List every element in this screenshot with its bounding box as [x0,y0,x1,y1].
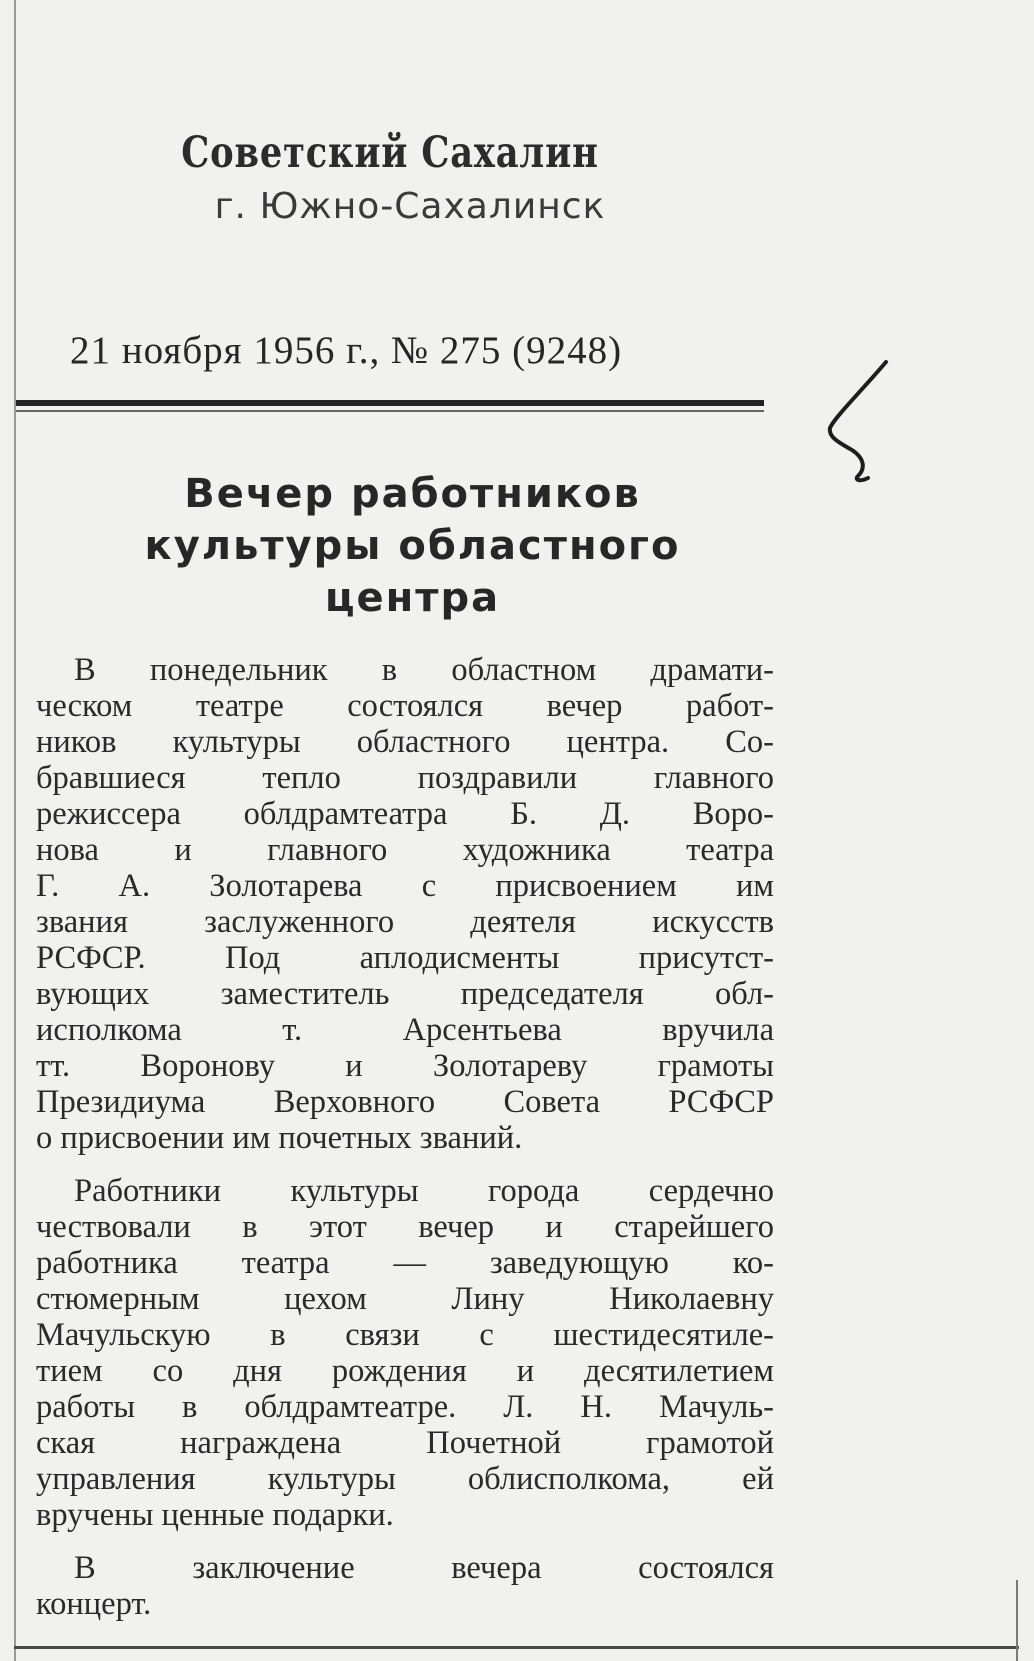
masthead-stamp [0,125,780,233]
header-rule-thin [16,410,764,412]
headline-line: Вечер работников [184,471,641,517]
article-line: нова и главного художника театра [36,832,774,868]
article-line: Мачульскую в связи с шестидесятиле- [36,1317,774,1353]
article-body [36,652,774,1622]
newspaper-name: Советский Сахалин [181,128,599,178]
article-line: тием со дня рождения и десятилетием [36,1353,774,1389]
header-rule [16,400,764,406]
article-line: управления культуры облисполкома, ей [36,1461,774,1497]
article-line: РСФСР. Под аплодисменты присутст- [36,940,774,976]
article-line: концерт. [36,1586,152,1622]
clipping-bottom-edge [14,1646,1019,1649]
article-line: тт. Воронову и Золотареву грамоты [36,1048,774,1084]
article-headline [40,468,785,624]
article-line: вующих заместитель председателя обл- [36,976,774,1012]
article-line: ская награждена Почетной грамотой [36,1425,774,1461]
article-line: работы в облдрамтеатре. Л. Н. Мачуль- [36,1389,774,1425]
article-line: Г. А. Золотарева с присвоением им [36,868,774,904]
article-line: Работники культуры города сердечно [74,1173,774,1209]
article-paragraph [36,1550,774,1622]
article-line: чествовали в этот вечер и старейшего [36,1209,774,1245]
article-line: вручены ценные подарки. [36,1497,394,1533]
handwritten-mark [824,358,894,493]
issue-dateline: 21 ноября 1956 г., № 275 (9248) [70,329,623,372]
article-line: о присвоении им почетных званий. [36,1120,523,1156]
article-line: стюмерным цехом Лину Николаевну [36,1281,774,1317]
article-line: исполкома т. Арсентьева вручила [36,1012,774,1048]
article-line: работника театра — заведующую ко- [36,1245,774,1281]
article-line: В понедельник в областном драмати- [74,652,774,688]
article-line: ников культуры областного центра. Со- [36,724,774,760]
article-line: бравшиеся тепло поздравили главного [36,760,774,796]
article-line: ческом театре состоялся вечер работ- [36,688,774,724]
article-line: Президиума Верховного Совета РСФСР [36,1084,774,1120]
article-line: звания заслуженного деятеля искусств [36,904,774,940]
newspaper-city: г. Южно-Сахалинск [214,186,606,227]
clipping-right-edge [1016,1580,1018,1661]
article-paragraph [36,652,774,1156]
headline-line: культуры областного [144,523,681,569]
article-line: В заключение вечера состоялся [74,1550,774,1586]
headline-line: центра [324,575,501,621]
article-paragraph [36,1173,774,1533]
clipping-left-edge [14,0,16,1661]
article-line: режиссера облдрамтеатра Б. Д. Воро- [36,796,774,832]
